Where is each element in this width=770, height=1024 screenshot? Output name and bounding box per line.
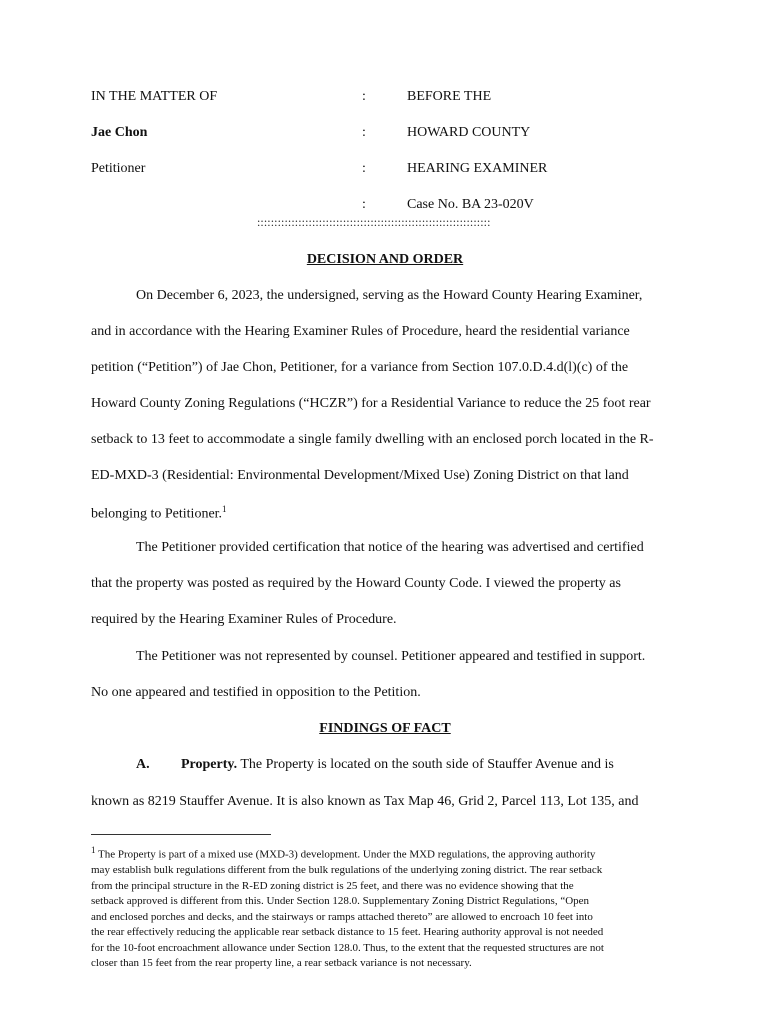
caption-before-label: BEFORE THE	[407, 89, 492, 104]
paragraph-line: Howard County Zoning Regulations (“HCZR”) for a Residential Variance to reduce the 25 foot rear	[91, 396, 651, 411]
caption-row	[91, 89, 691, 125]
paragraph-line: that the property was posted as required by the Howard County Code. I viewed the property as	[91, 576, 621, 591]
case-caption	[91, 89, 691, 233]
footnote-line-text: The Property is part of a mixed use (MXD-3) development. Under the MXD regulations, the approving authority	[95, 848, 596, 861]
caption-matter-label: IN THE MATTER OF	[91, 89, 218, 104]
paragraph-line: No one appeared and testified in opposition to the Petition.	[91, 685, 421, 700]
caption-colon: :	[362, 197, 366, 212]
caption-examiner: HEARING EXAMINER	[407, 161, 548, 176]
case-number: Case No. BA 23-020V	[407, 197, 534, 212]
footnote-line: setback approved is different from this. Under Section 128.0. Supplementary Zoning District Regulations, “Open	[91, 895, 590, 908]
footnote-marker: 1	[91, 845, 96, 855]
section-title: Property.	[181, 757, 238, 772]
footnote	[91, 843, 691, 972]
paragraph-line-with-footnote	[91, 504, 227, 523]
paragraph-line: On December 6, 2023, the undersigned, serving as the Howard County Hearing Examiner,	[136, 288, 643, 303]
paragraph-line: required by the Hearing Examiner Rules of Procedure.	[91, 612, 397, 627]
footnote-line: for the 10-foot encroachment allowance under Section 128.0. Thus, to the extent that the requested structures are not	[91, 941, 604, 954]
section-a-line	[181, 757, 614, 773]
paragraph-line: ED-MXD-3 (Residential: Environmental Development/Mixed Use) Zoning District on that land	[91, 468, 629, 483]
footnote-line: from the principal structure in the R-ED zoning district is 25 feet, and there was no evidence showing that the	[91, 879, 574, 892]
caption-colon: :	[362, 125, 366, 140]
caption-colon: :	[362, 161, 366, 176]
footnote-separator	[91, 834, 271, 835]
paragraph-line: setback to 13 feet to accommodate a single family dwelling with an enclosed porch located in the R-	[91, 432, 654, 447]
paragraph-line: The Petitioner provided certification that notice of the hearing was advertised and certified	[136, 540, 644, 555]
footnote-line: may establish bulk regulations different from the bulk regulations of the underlying zoning district. The rear setback	[91, 864, 603, 877]
findings-heading: FINDINGS OF FACT	[319, 721, 451, 736]
footnote-line	[91, 843, 691, 863]
footnote-line: the rear effectively reducing the applicable rear setback distance to 15 feet. Hearing authority approval is not needed	[91, 926, 604, 939]
footnote-line: closer than 15 feet from the rear property line, a rear setback variance is not necessary.	[91, 957, 472, 970]
section-a-text: The Property is located on the south side of Stauffer Avenue and is	[237, 757, 614, 772]
paragraph-line: petition (“Petition”) of Jae Chon, Petitioner, for a variance from Section 107.0.D.4.d(l)(c) of the	[91, 360, 629, 375]
decision-heading: DECISION AND ORDER	[306, 252, 464, 267]
caption-divider: ::::::::::::::::::::::::::::::::::::::::::::::::::::::::::::::::::::	[257, 215, 491, 229]
paragraph-line: and in accordance with the Hearing Examiner Rules of Procedure, heard the residential variance	[91, 324, 630, 339]
caption-row	[91, 161, 691, 197]
paragraph-line-text: belonging to Petitioner.	[91, 506, 223, 522]
caption-petitioner-name: Jae Chon	[91, 125, 148, 140]
footnote-line: and enclosed porches and decks, and the stairways or ramps attached thereto” are allowed to encroach 10 feet into	[91, 910, 593, 923]
caption-colon: :	[362, 89, 366, 104]
paragraph-line: The Petitioner was not represented by counsel. Petitioner appeared and testified in support.	[136, 649, 646, 664]
section-letter: A.	[136, 757, 150, 772]
caption-row	[91, 125, 691, 161]
caption-petitioner-role: Petitioner	[91, 161, 146, 176]
paragraph-line: known as 8219 Stauffer Avenue. It is also known as Tax Map 46, Grid 2, Parcel 113, Lot 135, and	[91, 794, 639, 809]
caption-county: HOWARD COUNTY	[407, 125, 531, 140]
footnote-reference: 1	[222, 504, 227, 514]
